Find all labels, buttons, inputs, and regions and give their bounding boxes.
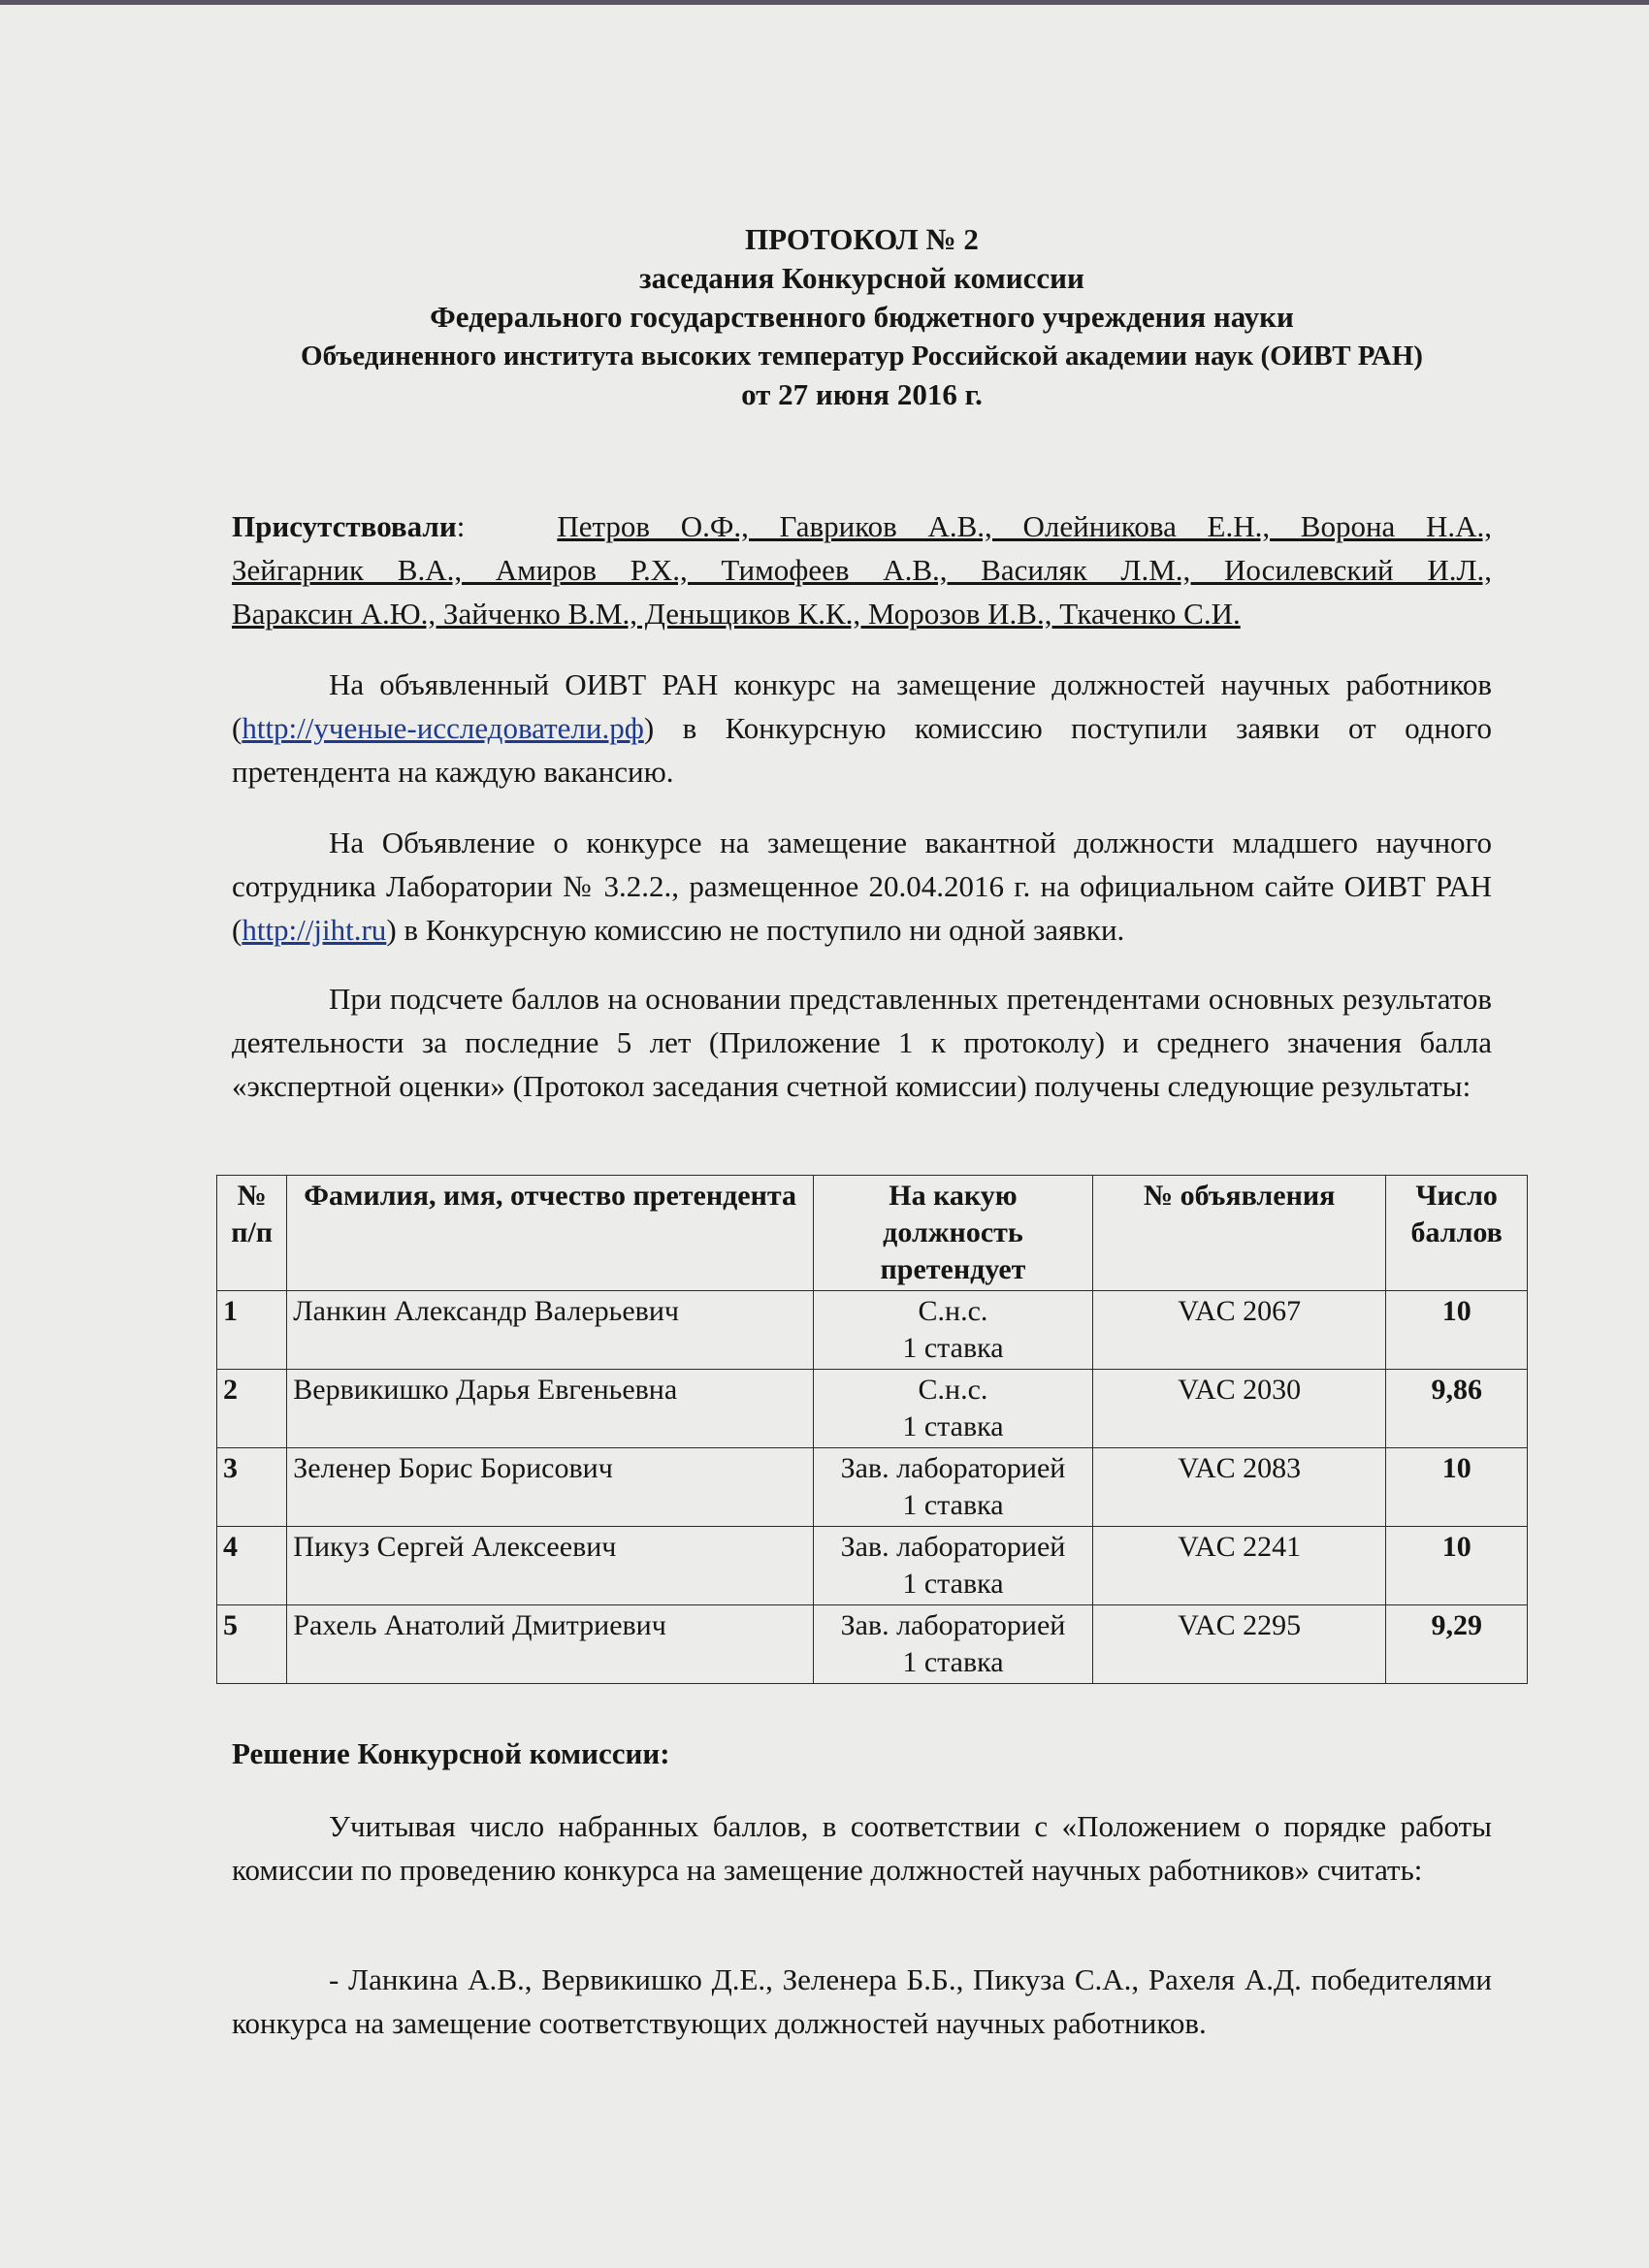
cell-position (813, 1527, 1092, 1605)
header-line-institution-type: Федерального государственного бюджетного учреждения науки (430, 300, 1294, 334)
cell-name: Вервикишко Дарья Евгеньевна (287, 1370, 814, 1448)
cell-number: 2 (217, 1370, 287, 1448)
paragraph-decision-text: Учитывая число набранных баллов, в соответствии с «Положением о порядке работы комиссии по проведению конкурса на замещение должностей научных работников» считать: (232, 1809, 1492, 1887)
document-date: от 27 июня 2016 г. (741, 377, 983, 411)
results-table-header-row (217, 1176, 1528, 1291)
header-line-institution-name: Объединенного института высоких температур Российской академии наук (ОИВТ РАН) (301, 340, 1423, 372)
cell-announcement: VAC 2083 (1093, 1448, 1386, 1527)
cell-position (813, 1370, 1092, 1448)
cell-position-rate: 1 ставка (902, 1646, 1004, 1678)
cell-position-rate: 1 ставка (902, 1410, 1004, 1442)
cell-announcement: VAC 2067 (1093, 1291, 1386, 1370)
cell-number: 5 (217, 1605, 287, 1684)
attendance-names-2: Зейгарник В.А., Амиров Р.Х., Тимофеев А.В., Василяк Л.М., Иосилевский И.Л., (232, 553, 1492, 587)
col-header-score: Число баллов (1386, 1176, 1528, 1291)
cell-announcement: VAC 2241 (1093, 1527, 1386, 1605)
cell-position-title: Зав. лабораторией (840, 1609, 1066, 1641)
attendance-line-1 (232, 504, 1492, 548)
table-row (217, 1605, 1528, 1684)
cell-position-rate: 1 ставка (902, 1332, 1004, 1364)
attendance-label: Присутствовали (232, 509, 457, 543)
paragraph-applications-before: На объявленный ОИВТ РАН конкурс на замещение должностей научных работников ( (232, 667, 1492, 745)
link-scientists-site[interactable]: http://ученые-исследователи.рф (242, 711, 644, 745)
paragraph-applications-after: ) в Конкурсную комиссию поступили заявки от одного претендента на каждую вакансию. (232, 711, 1492, 789)
cell-name: Зеленер Борис Борисович (287, 1448, 814, 1527)
paragraph-winners-text: - Ланкина А.В., Вервикишко Д.Е., Зеленера Б.Б., Пикуза С.А., Рахеля А.Д. победителями конкурса на замещение соответствующих должностей научных работников. (232, 1962, 1492, 2040)
table-row (217, 1370, 1528, 1448)
paragraph-no-applications (232, 821, 1492, 952)
attendance-names-1: Петров О.Ф., Гавриков А.В., Олейникова Е.Н., Ворона Н.А., (557, 509, 1493, 543)
cell-position (813, 1605, 1092, 1684)
table-row (217, 1527, 1528, 1605)
attendance-names-3: Вараксин А.Ю., Зайченко В.М., Деньщиков К.К., Морозов И.В., Ткаченко С.И. (232, 597, 1241, 631)
cell-position-title: С.н.с. (918, 1295, 988, 1327)
cell-number: 4 (217, 1527, 287, 1605)
paragraph-decision (232, 1804, 1492, 1892)
paragraph-scoring-text: При подсчете баллов на основании представленных претендентами основных результатов деятельности за последние 5 лет (Приложение 1 к протоколу) и среднего значения балла «экспертной оценки» (Протокол заседания счетной комиссии) получены следующие результаты: (232, 982, 1492, 1103)
cell-name: Рахель Анатолий Дмитриевич (287, 1605, 814, 1684)
cell-score: 10 (1386, 1448, 1528, 1527)
table-row (217, 1291, 1528, 1370)
document-title: ПРОТОКОЛ № 2 (745, 222, 979, 256)
cell-announcement: VAC 2295 (1093, 1605, 1386, 1684)
cell-score: 9,86 (1386, 1370, 1528, 1448)
table-row (217, 1448, 1528, 1527)
col-header-announcement: № объявления (1093, 1176, 1386, 1291)
cell-announcement: VAC 2030 (1093, 1370, 1386, 1448)
results-table (216, 1175, 1528, 1684)
cell-score: 10 (1386, 1291, 1528, 1370)
attendance-colon: : (456, 509, 466, 543)
cell-number: 3 (217, 1448, 287, 1527)
cell-position-title: Зав. лабораторией (840, 1531, 1066, 1563)
cell-position (813, 1448, 1092, 1527)
cell-number: 1 (217, 1291, 287, 1370)
cell-position-rate: 1 ставка (902, 1489, 1004, 1521)
scan-top-edge (0, 0, 1649, 5)
document-header (212, 220, 1511, 414)
col-header-number: № п/п (217, 1176, 287, 1291)
attendance-block (232, 504, 1492, 635)
decision-heading: Решение Конкурсной комиссии: (232, 1736, 670, 1770)
paragraph-no-applications-after: ) в Конкурсную комиссию не поступило ни одной заявки. (386, 913, 1125, 947)
cell-position-title: Зав. лабораторией (840, 1452, 1066, 1484)
header-line-commission: заседания Конкурсной комиссии (639, 261, 1084, 295)
paragraph-no-applications-before: На Объявление о конкурсе на замещение вакантной должности младшего научного сотрудника Лаборатории № 3.2.2., размещенное 20.04.2016 г. на официальном сайте ОИВТ РАН ( (232, 826, 1492, 947)
cell-position-title: С.н.с. (918, 1374, 988, 1406)
paragraph-applications (232, 663, 1492, 794)
cell-position-rate: 1 ставка (902, 1568, 1004, 1600)
col-header-position: На какую должность претендует (813, 1176, 1092, 1291)
paragraph-winners (232, 1958, 1492, 2045)
paragraph-scoring (232, 977, 1492, 1108)
cell-position (813, 1291, 1092, 1370)
cell-name: Ланкин Александр Валерьевич (287, 1291, 814, 1370)
cell-score: 9,29 (1386, 1605, 1528, 1684)
link-jiht-site[interactable]: http://jiht.ru (242, 913, 387, 947)
cell-name: Пикуз Сергей Алексеевич (287, 1527, 814, 1605)
cell-score: 10 (1386, 1527, 1528, 1605)
col-header-name: Фамилия, имя, отчество претендента (287, 1176, 814, 1291)
